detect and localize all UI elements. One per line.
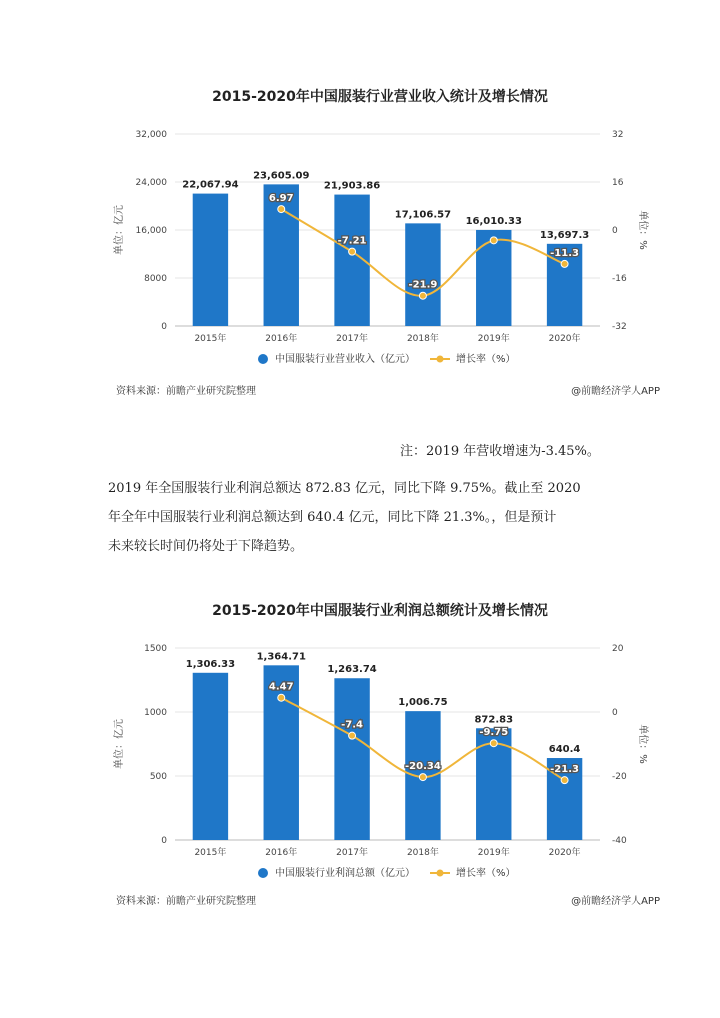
- legend-bar-marker: [258, 868, 268, 878]
- bar-data-label: 23,605.09: [253, 170, 310, 182]
- paragraph-line: 2019 年全国服装行业利润总额达 872.83 亿元，同比下降 9.75%。截止至 2020: [108, 481, 581, 496]
- y2-tick-label: 0: [612, 708, 618, 718]
- y2-tick-label: 20: [612, 644, 624, 654]
- y-tick-label: 8000: [144, 274, 167, 284]
- chart-title: 2015-2020年中国服装行业营业收入统计及增长情况: [212, 89, 548, 105]
- x-tick-label: 2015年: [194, 848, 227, 858]
- chart-svg: [100, 628, 660, 888]
- bar: [405, 223, 440, 326]
- y2-tick-label: 32: [612, 130, 624, 140]
- x-tick-label: 2016年: [265, 334, 298, 344]
- bar: [193, 194, 228, 326]
- x-tick-label: 2018年: [406, 848, 439, 858]
- bar-data-label: 21,903.86: [323, 180, 381, 192]
- y2-tick-label: -40: [612, 836, 627, 846]
- y2-axis-label: 单位：%: [637, 724, 648, 764]
- bar-data-label: 1,263.74: [327, 664, 377, 676]
- profit-chart: [100, 600, 660, 918]
- bar-data-label: 640.4: [548, 744, 581, 756]
- legend-line-label: 增长率（%）: [456, 868, 516, 879]
- bar: [193, 673, 228, 840]
- y-tick-label: 500: [149, 772, 167, 782]
- bar: [334, 678, 369, 840]
- y-tick-label: 1500: [144, 644, 167, 654]
- legend-line-dot: [437, 356, 444, 363]
- x-tick-label: 2017年: [336, 848, 369, 858]
- bar-data-label: 1,306.33: [185, 658, 236, 670]
- x-tick-label: 2019年: [477, 334, 510, 344]
- growth-point: [278, 694, 285, 701]
- growth-point: [561, 260, 568, 267]
- y2-tick-label: -20: [612, 772, 627, 782]
- bar-data-label: 22,067.94: [182, 179, 239, 191]
- brand-text: @前瞻经济学人APP: [571, 896, 660, 907]
- legend-line-dot: [437, 870, 444, 877]
- growth-data-label: -21.3: [550, 764, 579, 776]
- growth-point: [278, 206, 285, 213]
- bar-data-label: 13,697.3: [539, 229, 590, 241]
- growth-point: [419, 774, 426, 781]
- y-tick-label: 0: [161, 836, 167, 846]
- chart-title: 2015-2020年中国服装行业利润总额统计及增长情况: [212, 603, 548, 619]
- growth-point: [490, 237, 497, 244]
- y-tick-label: 1000: [144, 708, 167, 718]
- growth-data-label: -9.75: [479, 727, 509, 739]
- body-paragraph: [108, 474, 608, 561]
- y-tick-label: 16,000: [135, 226, 167, 236]
- legend-bar-marker: [258, 354, 268, 364]
- growth-point: [349, 248, 356, 255]
- y2-axis-label: 单位：%: [637, 210, 648, 250]
- source-text: 资料来源：前瞻产业研究院整理: [116, 896, 256, 907]
- bar-data-label: 17,106.57: [394, 209, 452, 221]
- paragraph-line: 未来较长时间仍将处于下降趋势。: [108, 539, 304, 554]
- legend-line-label: 增长率（%）: [456, 354, 516, 365]
- growth-point: [349, 732, 356, 739]
- legend-bar-label: 中国服装行业利润总额（亿元）: [275, 868, 415, 879]
- x-tick-label: 2020年: [548, 334, 581, 344]
- bar-data-label: 1,006.75: [398, 697, 448, 709]
- growth-point: [419, 292, 426, 299]
- growth-data-label: -11.3: [550, 247, 579, 259]
- growth-data-label: -7.21: [337, 235, 367, 247]
- revenue-chart: [100, 86, 660, 406]
- x-tick-label: 2015年: [194, 334, 227, 344]
- y-tick-label: 0: [161, 322, 167, 332]
- bar-data-label: 1,364.71: [256, 651, 306, 663]
- growth-data-label: -21.9: [408, 279, 438, 291]
- chart-svg: [100, 114, 660, 374]
- bar-data-label: 872.83: [474, 714, 514, 726]
- x-tick-label: 2019年: [477, 848, 510, 858]
- growth-data-label: 4.47: [268, 681, 294, 693]
- y-axis-label: 单位：亿元: [114, 719, 125, 769]
- x-tick-label: 2020年: [548, 848, 581, 858]
- growth-data-label: -7.4: [341, 719, 364, 731]
- y-axis-label: 单位：亿元: [114, 205, 125, 255]
- legend-bar-label: 中国服装行业营业收入（亿元）: [275, 354, 415, 365]
- y-tick-label: 32,000: [135, 130, 167, 140]
- y-tick-label: 24,000: [135, 178, 167, 188]
- note-text: 注：2019 年营收增速为-3.45%。: [400, 444, 600, 459]
- paragraph-line: 年全年中国服装行业利润总额达到 640.4 亿元，同比下降 21.3%。，但是预计: [108, 510, 557, 525]
- y2-tick-label: 16: [612, 178, 624, 188]
- x-tick-label: 2016年: [265, 848, 298, 858]
- y2-tick-label: -32: [612, 322, 627, 332]
- x-tick-label: 2017年: [336, 334, 369, 344]
- growth-data-label: 6.97: [268, 193, 294, 205]
- bar-data-label: 16,010.33: [465, 215, 522, 227]
- x-tick-label: 2018年: [406, 334, 439, 344]
- source-text: 资料来源：前瞻产业研究院整理: [116, 386, 256, 397]
- y2-tick-label: -16: [612, 274, 627, 284]
- brand-text: @前瞻经济学人APP: [571, 386, 660, 397]
- growth-point: [490, 740, 497, 747]
- growth-point: [561, 777, 568, 784]
- y2-tick-label: 0: [612, 226, 618, 236]
- growth-data-label: -20.34: [405, 761, 441, 773]
